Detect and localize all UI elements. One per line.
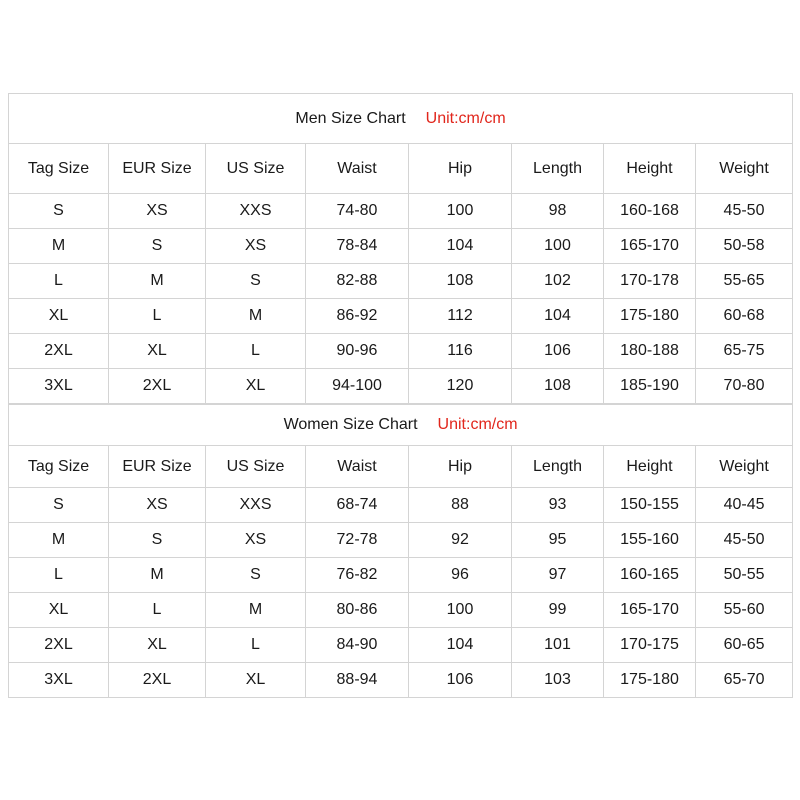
table-cell: 94-100 (306, 369, 409, 404)
table-cell: 101 (512, 628, 604, 663)
table-cell: 100 (409, 194, 512, 229)
men-unit-label: Unit:cm/cm (425, 109, 506, 127)
table-cell: L (9, 558, 109, 593)
column-header: US Size (206, 446, 306, 488)
table-cell: L (206, 334, 306, 369)
table-cell: XL (109, 628, 206, 663)
table-row (9, 299, 793, 334)
table-cell: 80-86 (306, 593, 409, 628)
table-cell: 104 (409, 628, 512, 663)
table-row (9, 663, 793, 698)
table-cell: 160-168 (604, 194, 696, 229)
table-cell: L (109, 299, 206, 334)
table-cell: 88 (409, 488, 512, 523)
table-cell: 100 (409, 593, 512, 628)
table-cell: 116 (409, 334, 512, 369)
table-cell: 3XL (9, 663, 109, 698)
table-cell: M (9, 229, 109, 264)
table-cell: 93 (512, 488, 604, 523)
women-title-row (9, 405, 793, 446)
men-chart-title: Men Size Chart (295, 109, 406, 127)
table-cell: XS (109, 194, 206, 229)
table-cell: 106 (512, 334, 604, 369)
column-header: EUR Size (109, 144, 206, 194)
table-cell: 99 (512, 593, 604, 628)
table-cell: 165-170 (604, 229, 696, 264)
table-cell: XL (109, 334, 206, 369)
table-cell: 88-94 (306, 663, 409, 698)
table-row (9, 593, 793, 628)
table-cell: 40-45 (696, 488, 793, 523)
table-cell: 170-178 (604, 264, 696, 299)
table-cell: 112 (409, 299, 512, 334)
table-cell: S (109, 523, 206, 558)
column-header: US Size (206, 144, 306, 194)
size-chart-sheet (8, 93, 792, 698)
table-cell: 72-78 (306, 523, 409, 558)
table-row (9, 558, 793, 593)
table-cell: L (109, 593, 206, 628)
table-row (9, 628, 793, 663)
table-cell: 150-155 (604, 488, 696, 523)
table-cell: XL (9, 299, 109, 334)
table-cell: XS (206, 229, 306, 264)
women-size-table (8, 404, 793, 698)
table-cell: 55-65 (696, 264, 793, 299)
table-cell: 2XL (109, 663, 206, 698)
table-cell: M (109, 264, 206, 299)
table-cell: 3XL (9, 369, 109, 404)
table-cell: 96 (409, 558, 512, 593)
table-cell: 65-75 (696, 334, 793, 369)
table-cell: 102 (512, 264, 604, 299)
column-header: Tag Size (9, 446, 109, 488)
table-cell: 76-82 (306, 558, 409, 593)
women-unit-label: Unit:cm/cm (437, 416, 518, 433)
table-cell: 45-50 (696, 523, 793, 558)
column-header: Length (512, 446, 604, 488)
table-cell: 104 (512, 299, 604, 334)
table-cell: 90-96 (306, 334, 409, 369)
table-cell: M (9, 523, 109, 558)
women-title-cell (9, 405, 793, 446)
table-cell: 68-74 (306, 488, 409, 523)
table-cell: 84-90 (306, 628, 409, 663)
table-cell: XS (109, 488, 206, 523)
column-header: Waist (306, 446, 409, 488)
table-cell: 60-68 (696, 299, 793, 334)
women-header-row (9, 446, 793, 488)
table-cell: 60-65 (696, 628, 793, 663)
men-size-table (8, 93, 793, 404)
table-cell: 100 (512, 229, 604, 264)
table-cell: 155-160 (604, 523, 696, 558)
table-cell: 86-92 (306, 299, 409, 334)
table-cell: 120 (409, 369, 512, 404)
column-header: Hip (409, 446, 512, 488)
table-cell: S (9, 194, 109, 229)
table-cell: 82-88 (306, 264, 409, 299)
table-cell: 185-190 (604, 369, 696, 404)
table-cell: 95 (512, 523, 604, 558)
table-cell: 97 (512, 558, 604, 593)
table-cell: 78-84 (306, 229, 409, 264)
women-chart-title: Women Size Chart (283, 416, 418, 433)
table-cell: 103 (512, 663, 604, 698)
table-cell: 108 (409, 264, 512, 299)
table-cell: 108 (512, 369, 604, 404)
column-header: Weight (696, 144, 793, 194)
table-cell: XL (9, 593, 109, 628)
table-cell: M (206, 299, 306, 334)
table-cell: 160-165 (604, 558, 696, 593)
table-cell: S (206, 558, 306, 593)
table-cell: 104 (409, 229, 512, 264)
table-cell: 2XL (109, 369, 206, 404)
column-header: Weight (696, 446, 793, 488)
table-row (9, 264, 793, 299)
table-cell: M (109, 558, 206, 593)
table-cell: 165-170 (604, 593, 696, 628)
column-header: Waist (306, 144, 409, 194)
men-title-row (9, 94, 793, 144)
table-row (9, 369, 793, 404)
table-cell: 2XL (9, 628, 109, 663)
table-cell: 70-80 (696, 369, 793, 404)
table-cell: 106 (409, 663, 512, 698)
men-title-cell (9, 94, 793, 144)
column-header: Hip (409, 144, 512, 194)
column-header: Height (604, 446, 696, 488)
column-header: EUR Size (109, 446, 206, 488)
table-row (9, 488, 793, 523)
table-row (9, 229, 793, 264)
table-cell: 50-58 (696, 229, 793, 264)
table-cell: 2XL (9, 334, 109, 369)
table-cell: L (9, 264, 109, 299)
table-cell: XL (206, 663, 306, 698)
table-cell: 45-50 (696, 194, 793, 229)
table-row (9, 334, 793, 369)
table-cell: 180-188 (604, 334, 696, 369)
table-cell: S (109, 229, 206, 264)
column-header: Height (604, 144, 696, 194)
table-cell: M (206, 593, 306, 628)
column-header: Tag Size (9, 144, 109, 194)
table-cell: 74-80 (306, 194, 409, 229)
table-cell: XL (206, 369, 306, 404)
table-cell: XXS (206, 194, 306, 229)
table-cell: 98 (512, 194, 604, 229)
table-cell: 170-175 (604, 628, 696, 663)
table-cell: 92 (409, 523, 512, 558)
table-cell: 175-180 (604, 299, 696, 334)
table-cell: S (206, 264, 306, 299)
table-row (9, 523, 793, 558)
table-cell: 55-60 (696, 593, 793, 628)
table-cell: L (206, 628, 306, 663)
table-cell: XXS (206, 488, 306, 523)
table-cell: 65-70 (696, 663, 793, 698)
table-cell: XS (206, 523, 306, 558)
men-header-row (9, 144, 793, 194)
table-cell: 175-180 (604, 663, 696, 698)
table-cell: S (9, 488, 109, 523)
table-cell: 50-55 (696, 558, 793, 593)
column-header: Length (512, 144, 604, 194)
table-row (9, 194, 793, 229)
